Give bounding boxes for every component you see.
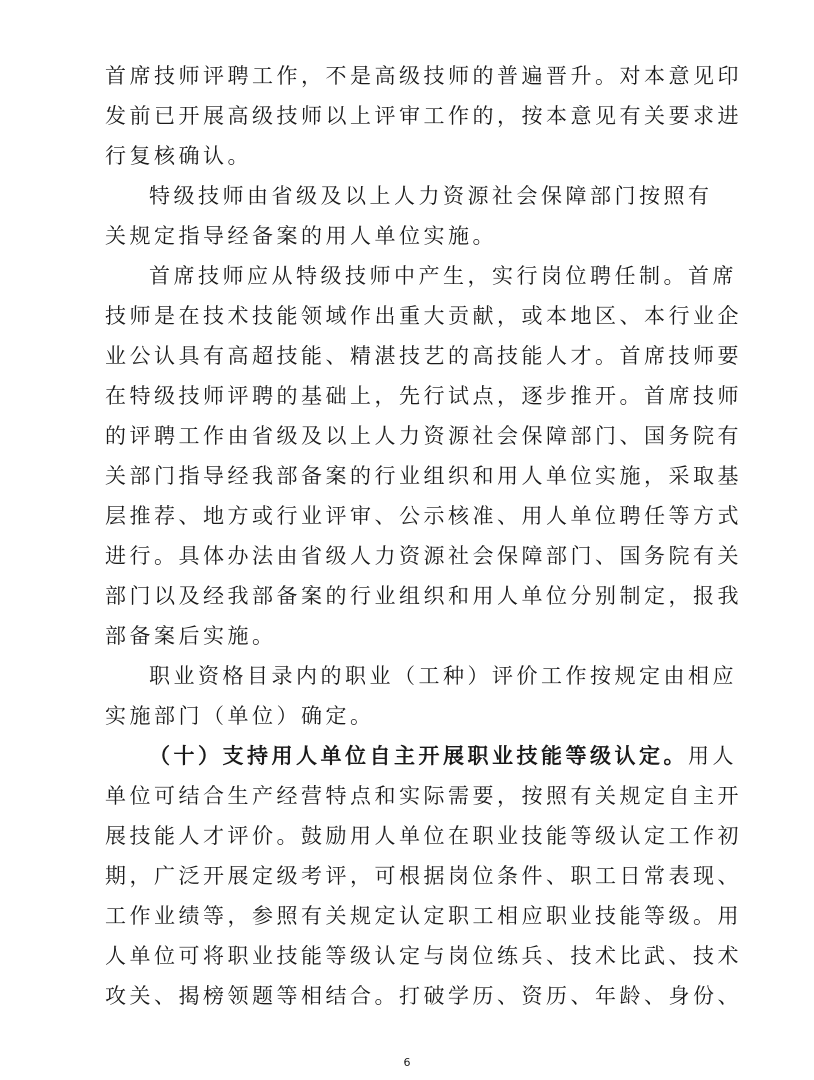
text-line: 单位可结合生产经营特点和实际需要，按照有关规定自主开 [105,784,742,808]
text-line: 攻关、揭榜领题等相结合。打破学历、资历、年龄、身份、 [105,984,742,1008]
document-body [105,56,742,1016]
text-line: 进行。具体办法由省级人力资源社会保障部门、国务院有关 [105,544,742,568]
text-fragment: 用人 [688,744,737,768]
text-line: 业公认具有高超技能、精湛技艺的高技能人才。首席技师要 [105,344,742,368]
text-line: 部门以及经我部备案的行业组织和用人单位分别制定，报我 [105,584,742,608]
text-line: 技师是在技术技能领域作出重大贡献，或本地区、本行业企 [105,304,742,328]
paragraph-start-line: 职业资格目录内的职业（工种）评价工作按规定由相应 [149,664,737,688]
text-line: 首席技师评聘工作，不是高级技师的普遍晋升。对本意见印 [105,64,742,88]
text-line: 实施部门（单位）确定。 [105,704,375,728]
text-line: 人单位可将职业技能等级认定与岗位练兵、技术比武、技术 [105,944,742,968]
section-heading: （十）支持用人单位自主开展职业技能等级认定。 [149,744,688,768]
text-line: 关部门指导经我部备案的行业组织和用人单位实施，采取基 [105,464,742,488]
text-line: 部备案后实施。 [105,624,277,648]
page-number: 6 [403,1056,411,1069]
section-heading-line [105,736,737,776]
text-line: 发前已开展高级技师以上评审工作的，按本意见有关要求进 [105,104,742,128]
text-line: 层推荐、地方或行业评审、公示核准、用人单位聘任等方式 [105,504,742,528]
paragraph-start-line: 首席技师应从特级技师中产生，实行岗位聘任制。首席 [149,264,737,288]
paragraph-start-line: 特级技师由省级及以上人力资源社会保障部门按照有 [149,184,713,208]
text-line: 的评聘工作由省级及以上人力资源社会保障部门、国务院有 [105,424,742,448]
text-line: 在特级技师评聘的基础上，先行试点，逐步推开。首席技师 [105,384,742,408]
text-line: 期，广泛开展定级考评，可根据岗位条件、职工日常表现、 [105,864,742,888]
text-line: 行复核确认。 [105,144,252,168]
text-line: 关规定指导经备案的用人单位实施。 [105,224,497,248]
text-line: 工作业绩等，参照有关规定认定职工相应职业技能等级。用 [105,904,742,928]
text-line: 展技能人才评价。鼓励用人单位在职业技能等级认定工作初 [105,824,742,848]
